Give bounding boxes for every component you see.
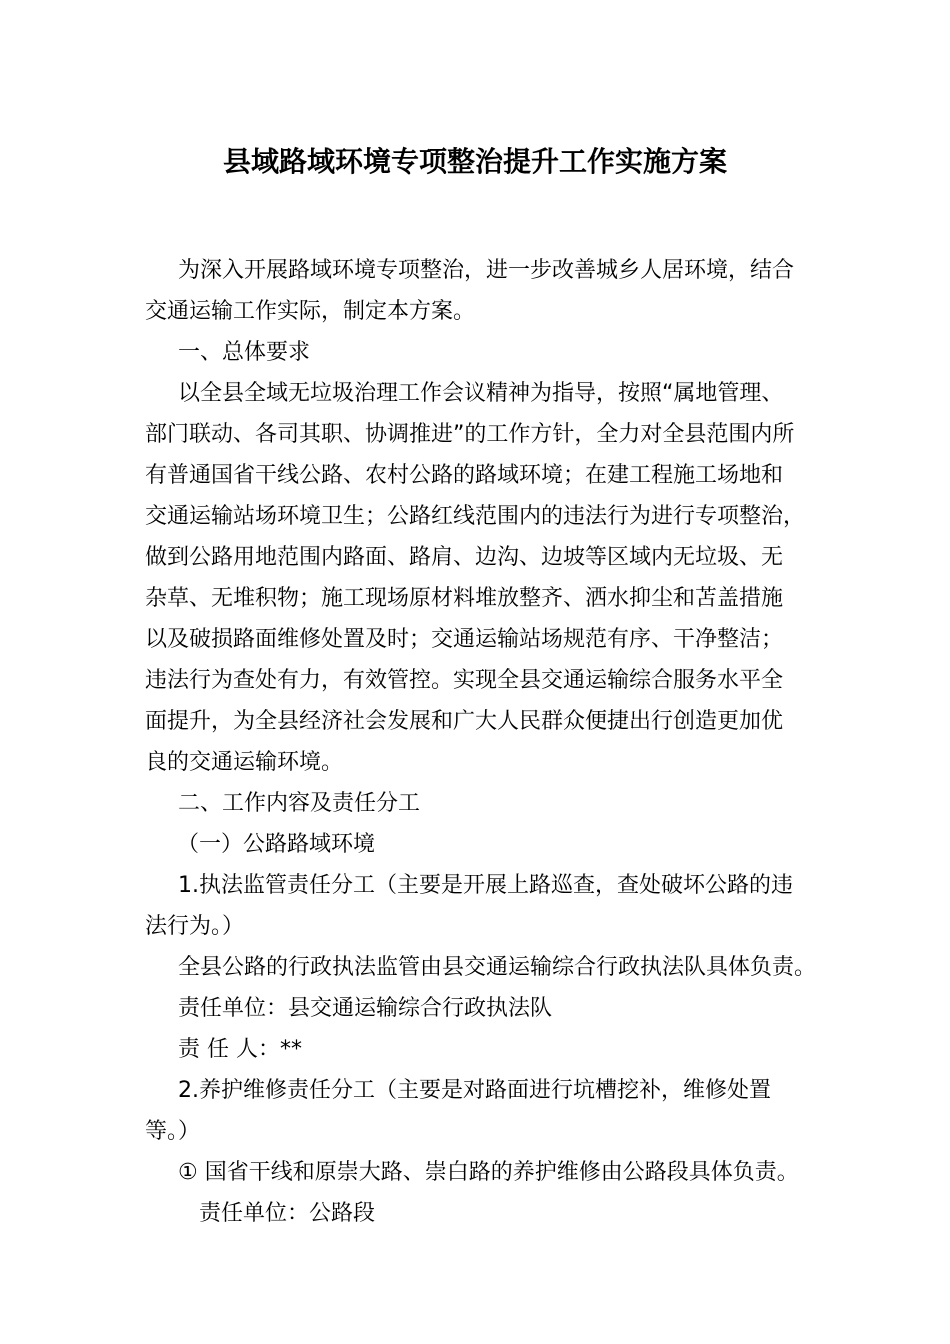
paragraph-line: 良的交通运输环境。 [145, 750, 344, 775]
paragraph-line: 杂草、无堆积物；施工现场原材料堆放整齐、洒水抑尘和苫盖措施 [145, 586, 784, 611]
paragraph-line: 做到公路用地范围内路面、路肩、边沟、边坡等区域内无垃圾、无 [145, 545, 784, 570]
paragraph-line: 违法行为查处有力，有效管控。实现全县交通运输综合服务水平全 [145, 668, 784, 693]
document-body [145, 250, 825, 1234]
item-heading-2-cont: 等。） [145, 1119, 201, 1144]
numbered-item: ① 国省干线和原崇大路、崇白路的养护维修由公路段具体负责。 [178, 1160, 799, 1185]
responsible-unit: 责任单位：县交通运输综合行政执法队 [178, 996, 553, 1021]
item-heading-2: 2.养护维修责任分工（主要是对路面进行坑槽挖补，维修处置 [178, 1078, 771, 1103]
section-heading-1: 一、总体要求 [178, 340, 311, 365]
item-heading-1: 1.执法监管责任分工（主要是开展上路巡查，查处破坏公路的违 [178, 873, 793, 898]
intro-line-1: 为深入开展路域环境专项整治，进一步改善城乡人居环境，结合 [178, 258, 795, 283]
subsection-heading: （一）公路路域环境 [177, 832, 376, 857]
document-title: 县域路域环境专项整治提升工作实施方案 [222, 145, 727, 178]
paragraph-line: 全县公路的行政执法监管由县交通运输综合行政执法队具体负责。 [178, 955, 817, 980]
paragraph-line: 以全县全域无垃圾治理工作会议精神为指导，按照“属地管理、 [178, 381, 784, 406]
responsible-unit: 责任单位：公路段 [199, 1201, 376, 1226]
paragraph-line: 有普通国省干线公路、农村公路的路域环境；在建工程施工场地和 [145, 463, 784, 488]
paragraph-line: 面提升，为全县经济社会发展和广大人民群众便捷出行创造更加优 [145, 709, 784, 734]
responsible-person: 责 任 人：** [178, 1037, 302, 1062]
item-heading-1-cont: 法行为。） [145, 914, 245, 939]
paragraph-line: 部门联动、各司其职、协调推进”的工作方针，全力对全县范围内所 [145, 422, 795, 447]
intro-line-2: 交通运输工作实际，制定本方案。 [145, 299, 476, 324]
paragraph-line: 以及破损路面维修处置及时；交通运输站场规范有序、干净整洁； [145, 627, 784, 652]
section-heading-2: 二、工作内容及责任分工 [178, 791, 421, 816]
paragraph-line: 交通运输站场环境卫生；公路红线范围内的违法行为进行专项整治， [145, 504, 806, 529]
